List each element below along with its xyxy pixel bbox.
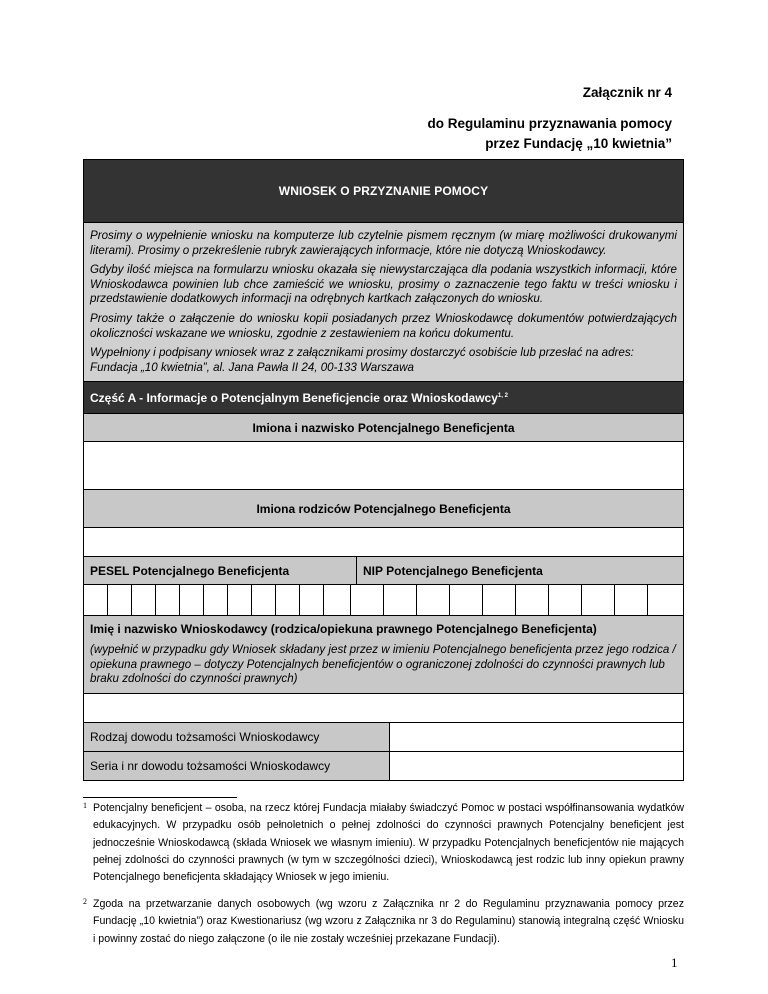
footnote-2: [83, 896, 684, 948]
nip-digit-box[interactable]: [549, 585, 582, 615]
nip-digit-box[interactable]: [417, 585, 450, 615]
nip-digit-box[interactable]: [516, 585, 549, 615]
id-type-row: [84, 723, 683, 752]
pesel-digit-box[interactable]: [252, 585, 276, 615]
nip-digit-box[interactable]: [351, 585, 384, 615]
applicant-name-label: Imię i nazwisko Wnioskodawcy (rodzica/opiekuna prawnego Potencjalnego Beneficjenta): [90, 622, 597, 637]
parents-names-field[interactable]: [84, 528, 683, 557]
pesel-digit-box[interactable]: [300, 585, 324, 615]
nip-digit-box[interactable]: [483, 585, 516, 615]
footnote-separator: [83, 797, 237, 798]
footnote-text: Potencjalny beneficjent – osoba, na rzecz której Fundacja miałaby świadczyć Pomoc w postaci współfinansowania wydatków edukacyjnych. W przypadku osób pełnoletnich o pełnej zdolności do czynności prawnych Potencjalny beneficjent jest jednocześnie Wnioskodawcą (składa Wniosek we własnym imieniu). W przypadku Potencjalnych beneficjentów nie mających pełnej zdolności do czynności prawnych (w tym w szczególności dzieci), Wnioskodawcą jest rodzic lub inny opiekun prawny Potencjalnego beneficjenta składający Wniosek w jego imieniu.: [93, 802, 684, 884]
pesel-label: PESEL Potencjalnego Beneficjenta: [84, 557, 357, 584]
nip-digit-box[interactable]: [582, 585, 615, 615]
nip-digit-box[interactable]: [450, 585, 483, 615]
footnote-text: Zgoda na przetwarzanie danych osobowych (wg wzoru z Załącznika nr 2 do Regulaminu przyznawania pomocy przez Fundację „10 kwietnia”) oraz Kwestionariusz (wg wzoru z Załącznika nr 3 do Regulaminu) stanowią integralną część Wniosku i powinny zostać do niego załączone (o ile nie zostały wcześniej przekazane Fundacji).: [93, 898, 684, 945]
section-a-title: Część A - Informacje o Potencjalnym Beneficjencie oraz Wnioskodawcy: [90, 390, 498, 405]
applicant-note: (wypełnić w przypadku gdy Wniosek składany jest przez w imieniu Potencjalnego beneficjenta przez jego rodzica / opiekuna prawnego – dotyczy Potencjalnych beneficjentów o ograniczonej zdolności do czynności prawnych lub braku zdolności do czynności prawnych): [90, 643, 676, 686]
applicant-name-field[interactable]: [84, 694, 683, 723]
id-number-label: Seria i nr dowodu tożsamości Wnioskodawcy: [84, 752, 390, 780]
pesel-digit-box[interactable]: [204, 585, 228, 615]
attachment-subtitle-1: do Regulaminu przyznawania pomocy: [427, 116, 672, 131]
beneficiary-name-label: Imiona i nazwisko Potencjalnego Beneficjenta: [84, 414, 683, 442]
application-form: [83, 159, 684, 781]
pesel-digit-box[interactable]: [180, 585, 204, 615]
form-title: WNIOSEK O PRZYZNANIE POMOCY: [84, 160, 683, 223]
parents-names-label: Imiona rodziców Potencjalnego Beneficjenta: [84, 490, 683, 528]
instruction-paragraph: Wypełniony i podpisany wniosek wraz z załącznikami prosimy dostarczyć osobiście lub przesłać na adres: Fundacja „10 kwietnia”, al. Jana Pawła II 24, 00-133 Warszawa: [90, 346, 634, 374]
instruction-paragraph: Prosimy także o załączenie do wniosku kopii posiadanych przez Wnioskodawcę dokumentów potwierdzających okoliczności wskazane we wniosku, zgodnie z zestawieniem na końcu dokumentu.: [90, 311, 677, 340]
pesel-digit-box[interactable]: [324, 585, 351, 615]
instructions: [84, 223, 683, 382]
attachment-number: Załącznik nr 4: [582, 85, 672, 100]
beneficiary-name-field[interactable]: [84, 442, 683, 490]
footnote-1: [83, 800, 684, 886]
nip-digit-box[interactable]: [615, 585, 648, 615]
pesel-digit-box[interactable]: [108, 585, 132, 615]
id-numbers-header: [84, 557, 683, 585]
section-a-header: [84, 382, 683, 414]
id-type-label: Rodzaj dowodu tożsamości Wnioskodawcy: [84, 723, 390, 751]
instruction-paragraph: Gdyby ilość miejsca na formularzu wniosku okazała się niewystarczająca dla podania wszystkich informacji, które Wnioskodawca powinien lub chce zamieścić we wniosku, prosimy o zaznaczenie tego faktu w treści wniosku i przedstawienie dodatkowych informacji na odrębnych kartkach załączonych do wniosku.: [90, 263, 677, 306]
id-type-field[interactable]: [390, 723, 683, 751]
id-number-row: [84, 752, 683, 780]
instruction-paragraph: Prosimy o wypełnienie wniosku na komputerze lub czytelnie pismem ręcznym (w miarę możliwości drukowanymi literami). Prosimy o przekreślenie rubryk zawierających informacje, które nie dotyczą Wnioskodawcy.: [90, 229, 677, 257]
nip-digit-box[interactable]: [384, 585, 417, 615]
pesel-digit-box[interactable]: [276, 585, 300, 615]
pesel-digit-box[interactable]: [156, 585, 180, 615]
pesel-digit-box[interactable]: [132, 585, 156, 615]
footnote-number: 2: [83, 897, 87, 906]
footnote-number: 1: [83, 801, 87, 810]
attachment-subtitle-2: przez Fundację „10 kwietnia”: [485, 136, 672, 151]
id-number-field[interactable]: [390, 752, 683, 780]
page-number: 1: [671, 955, 678, 970]
applicant-section-header: [84, 616, 683, 694]
pesel-digit-box[interactable]: [84, 585, 108, 615]
nip-digit-box[interactable]: [648, 585, 683, 615]
pesel-digit-box[interactable]: [228, 585, 252, 615]
id-number-boxes: [84, 585, 683, 616]
nip-label: NIP Potencjalnego Beneficjenta: [357, 557, 683, 584]
footnote-refs: 1, 2: [497, 392, 508, 399]
